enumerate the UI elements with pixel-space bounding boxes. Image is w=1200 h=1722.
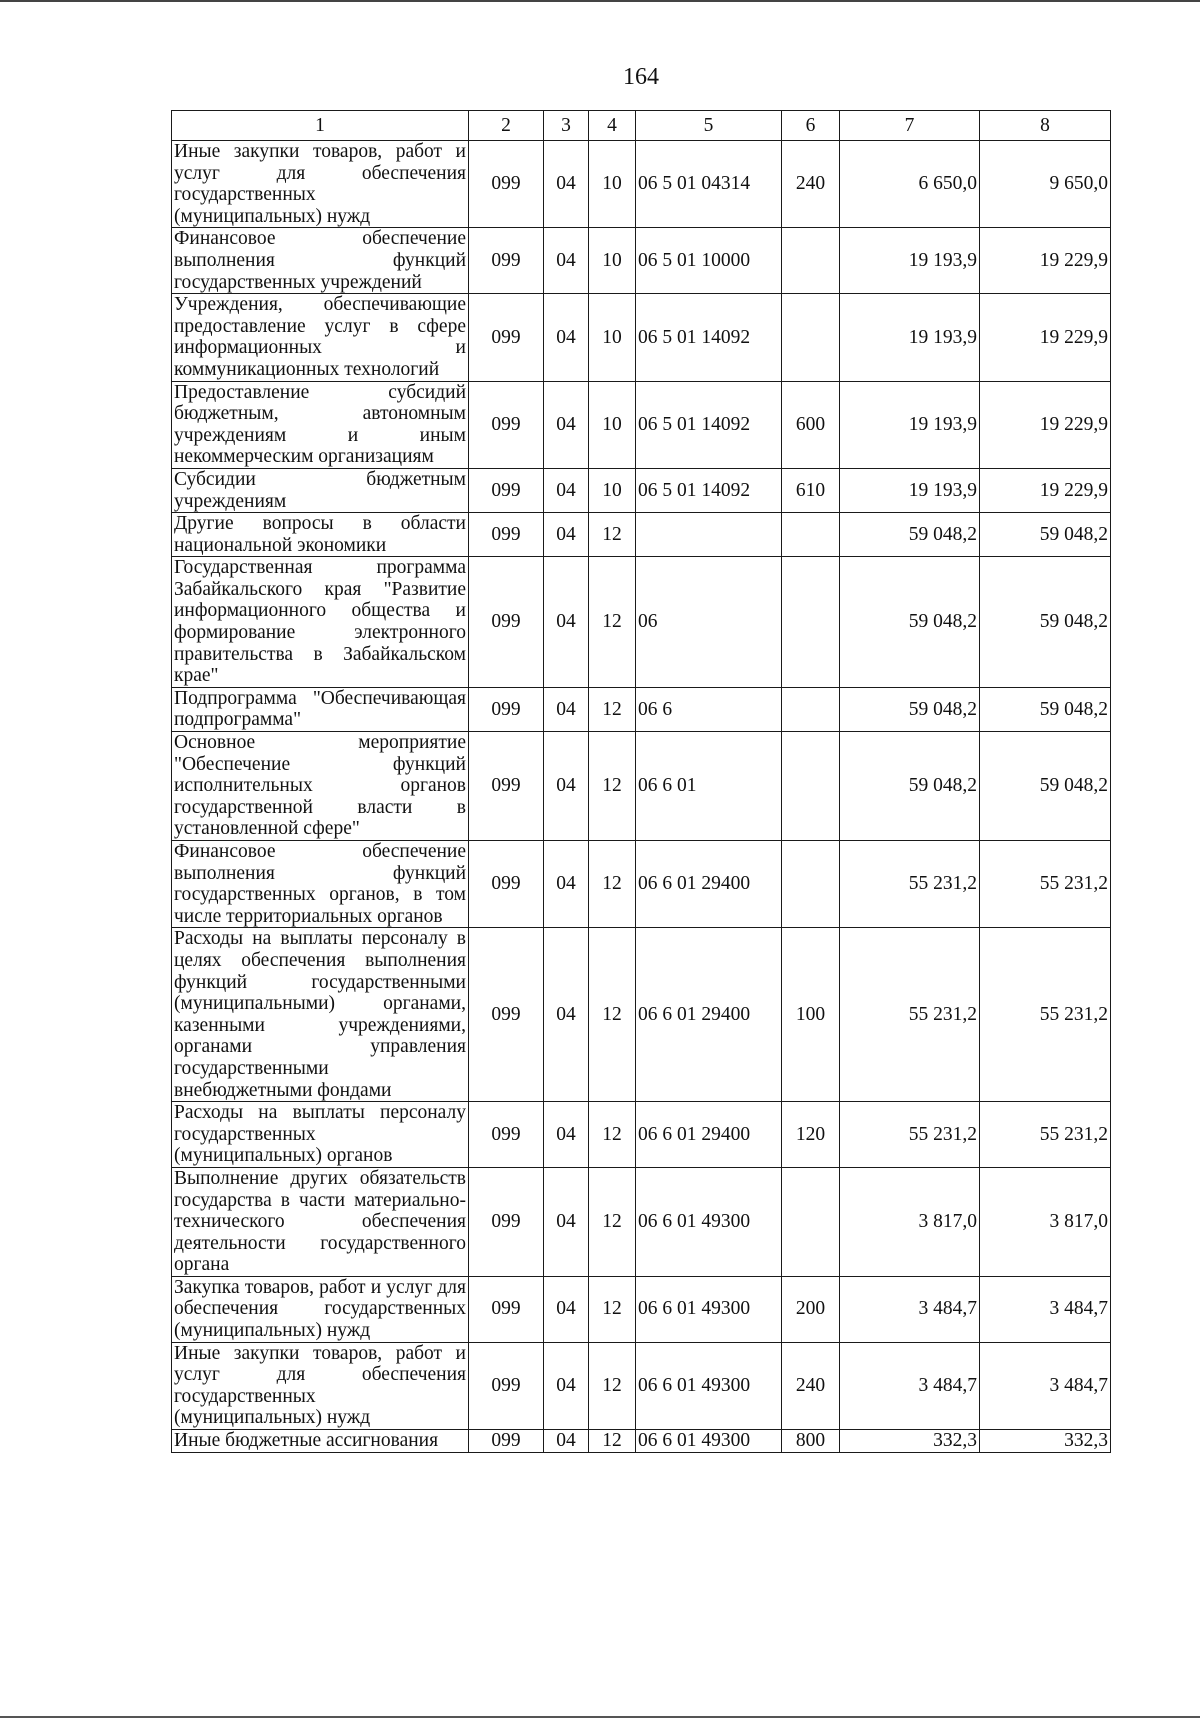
row-target-code: 06 5 01 14092 bbox=[636, 468, 782, 512]
table-row bbox=[172, 294, 1111, 381]
row-amount-8: 3 484,7 bbox=[980, 1342, 1111, 1429]
row-name: Финансовое обеспечение выполнения функций государственных органов, в том числе территориальных органов bbox=[172, 841, 469, 928]
table-row bbox=[172, 1276, 1111, 1342]
row-target-code: 06 6 01 49300 bbox=[636, 1430, 782, 1453]
row-expense-type: 200 bbox=[782, 1276, 840, 1342]
row-ministry-code: 099 bbox=[469, 1342, 544, 1429]
row-expense-type: 120 bbox=[782, 1102, 840, 1168]
row-subsection: 12 bbox=[589, 928, 636, 1102]
row-target-code: 06 6 bbox=[636, 687, 782, 731]
row-name: Иные бюджетные ассигнования bbox=[172, 1430, 469, 1453]
scan-bottom-edge bbox=[0, 1716, 1200, 1718]
row-section: 04 bbox=[544, 228, 589, 294]
row-expense-type bbox=[782, 228, 840, 294]
header-row bbox=[172, 111, 1111, 141]
row-name: Финансовое обеспечение выполнения функций государственных учреждений bbox=[172, 228, 469, 294]
row-section: 04 bbox=[544, 1276, 589, 1342]
row-expense-type bbox=[782, 513, 840, 557]
row-amount-7: 19 193,9 bbox=[840, 381, 980, 468]
row-section: 04 bbox=[544, 1430, 589, 1453]
row-expense-type: 240 bbox=[782, 1342, 840, 1429]
row-ministry-code: 099 bbox=[469, 1102, 544, 1168]
table-row bbox=[172, 687, 1111, 731]
row-name: Расходы на выплаты персоналу в целях обеспечения выполнения функций государственными (муниципальными) органами, казенными учреждениями, органами управления государственными внебюджетными фондами bbox=[172, 928, 469, 1102]
row-amount-8: 3 817,0 bbox=[980, 1167, 1111, 1276]
row-amount-7: 19 193,9 bbox=[840, 468, 980, 512]
table-row bbox=[172, 1102, 1111, 1168]
row-section: 04 bbox=[544, 841, 589, 928]
row-expense-type bbox=[782, 294, 840, 381]
table-row bbox=[172, 141, 1111, 228]
row-name: Другие вопросы в области национальной экономики bbox=[172, 513, 469, 557]
row-amount-8: 19 229,9 bbox=[980, 228, 1111, 294]
table-row bbox=[172, 841, 1111, 928]
row-ministry-code: 099 bbox=[469, 1430, 544, 1453]
row-expense-type bbox=[782, 841, 840, 928]
row-ministry-code: 099 bbox=[469, 687, 544, 731]
row-amount-8: 59 048,2 bbox=[980, 687, 1111, 731]
scan-top-edge bbox=[0, 0, 1200, 2]
budget-table bbox=[171, 110, 1111, 1453]
row-name: Предоставление субсидий бюджетным, автономным учреждениям и иным некоммерческим организациям bbox=[172, 381, 469, 468]
row-name: Учреждения, обеспечивающие предоставление услуг в сфере информационных и коммуникационных технологий bbox=[172, 294, 469, 381]
row-expense-type bbox=[782, 687, 840, 731]
row-section: 04 bbox=[544, 1167, 589, 1276]
row-amount-8: 59 048,2 bbox=[980, 732, 1111, 841]
row-amount-8: 55 231,2 bbox=[980, 928, 1111, 1102]
row-section: 04 bbox=[544, 1342, 589, 1429]
row-section: 04 bbox=[544, 687, 589, 731]
row-name: Закупка товаров, работ и услуг для обеспечения государственных (муниципальных) нужд bbox=[172, 1276, 469, 1342]
table-row bbox=[172, 1167, 1111, 1276]
row-target-code: 06 5 01 14092 bbox=[636, 381, 782, 468]
row-amount-7: 59 048,2 bbox=[840, 557, 980, 688]
row-amount-7: 332,3 bbox=[840, 1430, 980, 1453]
row-amount-7: 19 193,9 bbox=[840, 294, 980, 381]
row-expense-type: 100 bbox=[782, 928, 840, 1102]
row-target-code: 06 5 01 04314 bbox=[636, 141, 782, 228]
row-ministry-code: 099 bbox=[469, 841, 544, 928]
row-amount-8: 55 231,2 bbox=[980, 1102, 1111, 1168]
row-target-code: 06 6 01 29400 bbox=[636, 1102, 782, 1168]
table-row bbox=[172, 732, 1111, 841]
row-ministry-code: 099 bbox=[469, 228, 544, 294]
row-name: Выполнение других обязательств государства в части материально-технического обеспечения деятельности государственного органа bbox=[172, 1167, 469, 1276]
col-header-5: 5 bbox=[636, 111, 782, 141]
col-header-2: 2 bbox=[469, 111, 544, 141]
row-subsection: 10 bbox=[589, 468, 636, 512]
row-section: 04 bbox=[544, 732, 589, 841]
row-name: Иные закупки товаров, работ и услуг для обеспечения государственных (муниципальных) нужд bbox=[172, 1342, 469, 1429]
table-row bbox=[172, 557, 1111, 688]
col-header-4: 4 bbox=[589, 111, 636, 141]
table-row bbox=[172, 513, 1111, 557]
row-ministry-code: 099 bbox=[469, 732, 544, 841]
row-expense-type bbox=[782, 1167, 840, 1276]
row-target-code: 06 6 01 29400 bbox=[636, 841, 782, 928]
col-header-6: 6 bbox=[782, 111, 840, 141]
row-target-code bbox=[636, 513, 782, 557]
row-amount-7: 59 048,2 bbox=[840, 687, 980, 731]
row-name: Иные закупки товаров, работ и услуг для обеспечения государственных (муниципальных) нужд bbox=[172, 141, 469, 228]
row-expense-type: 610 bbox=[782, 468, 840, 512]
row-name: Государственная программа Забайкальского края "Развитие информационного общества и формирование электронного правительства в Забайкальском крае" bbox=[172, 557, 469, 688]
row-target-code: 06 5 01 10000 bbox=[636, 228, 782, 294]
row-subsection: 12 bbox=[589, 1430, 636, 1453]
row-target-code: 06 bbox=[636, 557, 782, 688]
row-section: 04 bbox=[544, 557, 589, 688]
row-ministry-code: 099 bbox=[469, 468, 544, 512]
row-subsection: 10 bbox=[589, 294, 636, 381]
table-row bbox=[172, 1342, 1111, 1429]
row-expense-type: 240 bbox=[782, 141, 840, 228]
row-amount-8: 19 229,9 bbox=[980, 294, 1111, 381]
row-subsection: 12 bbox=[589, 557, 636, 688]
row-section: 04 bbox=[544, 928, 589, 1102]
row-subsection: 12 bbox=[589, 1276, 636, 1342]
row-amount-7: 3 484,7 bbox=[840, 1276, 980, 1342]
row-amount-8: 59 048,2 bbox=[980, 557, 1111, 688]
row-ministry-code: 099 bbox=[469, 513, 544, 557]
row-amount-8: 55 231,2 bbox=[980, 841, 1111, 928]
col-header-3: 3 bbox=[544, 111, 589, 141]
row-subsection: 10 bbox=[589, 228, 636, 294]
table-row bbox=[172, 381, 1111, 468]
row-name: Расходы на выплаты персоналу государственных (муниципальных) органов bbox=[172, 1102, 469, 1168]
row-amount-8: 59 048,2 bbox=[980, 513, 1111, 557]
row-amount-7: 55 231,2 bbox=[840, 1102, 980, 1168]
row-amount-7: 3 817,0 bbox=[840, 1167, 980, 1276]
page-number: 164 bbox=[623, 64, 659, 90]
row-name: Субсидии бюджетным учреждениям bbox=[172, 468, 469, 512]
table-row bbox=[172, 1430, 1111, 1453]
row-name: Основное мероприятие "Обеспечение функций исполнительных органов государственной власти в установленной сфере" bbox=[172, 732, 469, 841]
row-amount-8: 332,3 bbox=[980, 1430, 1111, 1453]
row-ministry-code: 099 bbox=[469, 1167, 544, 1276]
row-amount-7: 55 231,2 bbox=[840, 841, 980, 928]
row-target-code: 06 6 01 bbox=[636, 732, 782, 841]
row-amount-7: 3 484,7 bbox=[840, 1342, 980, 1429]
col-header-1: 1 bbox=[172, 111, 469, 141]
row-amount-8: 19 229,9 bbox=[980, 468, 1111, 512]
row-ministry-code: 099 bbox=[469, 381, 544, 468]
row-target-code: 06 6 01 29400 bbox=[636, 928, 782, 1102]
row-amount-7: 55 231,2 bbox=[840, 928, 980, 1102]
row-section: 04 bbox=[544, 468, 589, 512]
row-expense-type bbox=[782, 732, 840, 841]
row-subsection: 12 bbox=[589, 1342, 636, 1429]
row-ministry-code: 099 bbox=[469, 141, 544, 228]
row-amount-8: 9 650,0 bbox=[980, 141, 1111, 228]
row-target-code: 06 6 01 49300 bbox=[636, 1167, 782, 1276]
row-subsection: 12 bbox=[589, 513, 636, 557]
row-target-code: 06 6 01 49300 bbox=[636, 1342, 782, 1429]
row-ministry-code: 099 bbox=[469, 557, 544, 688]
row-amount-7: 6 650,0 bbox=[840, 141, 980, 228]
row-subsection: 12 bbox=[589, 841, 636, 928]
row-ministry-code: 099 bbox=[469, 928, 544, 1102]
row-subsection: 10 bbox=[589, 381, 636, 468]
col-header-7: 7 bbox=[840, 111, 980, 141]
row-subsection: 12 bbox=[589, 687, 636, 731]
row-section: 04 bbox=[544, 1102, 589, 1168]
row-subsection: 12 bbox=[589, 1102, 636, 1168]
row-ministry-code: 099 bbox=[469, 294, 544, 381]
row-section: 04 bbox=[544, 141, 589, 228]
row-expense-type: 600 bbox=[782, 381, 840, 468]
row-subsection: 10 bbox=[589, 141, 636, 228]
row-subsection: 12 bbox=[589, 732, 636, 841]
table-row bbox=[172, 928, 1111, 1102]
row-amount-7: 19 193,9 bbox=[840, 228, 980, 294]
row-section: 04 bbox=[544, 513, 589, 557]
row-amount-7: 59 048,2 bbox=[840, 732, 980, 841]
row-section: 04 bbox=[544, 294, 589, 381]
row-target-code: 06 5 01 14092 bbox=[636, 294, 782, 381]
row-amount-8: 19 229,9 bbox=[980, 381, 1111, 468]
row-ministry-code: 099 bbox=[469, 1276, 544, 1342]
table-row bbox=[172, 228, 1111, 294]
row-amount-7: 59 048,2 bbox=[840, 513, 980, 557]
row-expense-type: 800 bbox=[782, 1430, 840, 1453]
row-amount-8: 3 484,7 bbox=[980, 1276, 1111, 1342]
row-expense-type bbox=[782, 557, 840, 688]
row-section: 04 bbox=[544, 381, 589, 468]
col-header-8: 8 bbox=[980, 111, 1111, 141]
table-row bbox=[172, 468, 1111, 512]
row-subsection: 12 bbox=[589, 1167, 636, 1276]
row-name: Подпрограмма "Обеспечивающая подпрограмма" bbox=[172, 687, 469, 731]
row-target-code: 06 6 01 49300 bbox=[636, 1276, 782, 1342]
